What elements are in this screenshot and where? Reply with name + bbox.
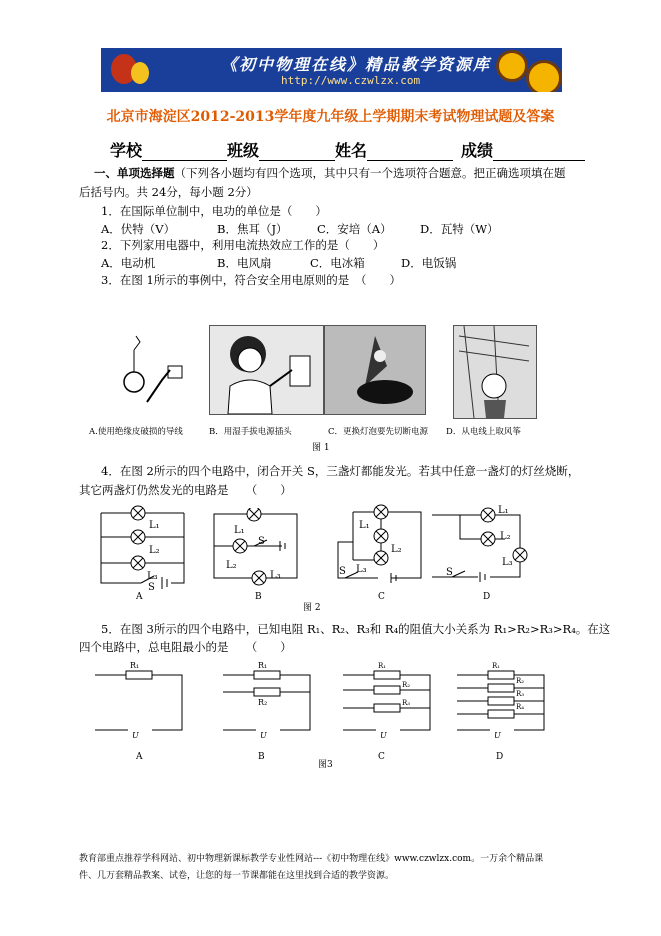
footer-line1: 教育部重点推荐学科网站、初中物理新课标教学专业性网站---《初中物理在线》www.czwlzx.com。一万余个精品课 — [79, 854, 544, 864]
circuit-a — [96, 505, 191, 590]
circuit-label-b: B — [255, 592, 262, 602]
footer-line2: 件、几万套精品教案、试卷，让您的每一节课都能在这里找到合适的教学资源。 — [79, 871, 395, 881]
svg-text:L₁: L₁ — [149, 520, 160, 531]
figure1-a-bulb-illustration — [112, 330, 192, 410]
svg-text:R₂: R₂ — [258, 698, 268, 707]
figure2-label: 图 2 — [303, 603, 321, 613]
svg-text:L₁: L₁ — [498, 505, 509, 516]
q1-stem: 1．在国际单位制中，电功的单位是（ ） — [101, 204, 327, 218]
svg-text:S: S — [258, 536, 265, 547]
svg-text:L₁: L₁ — [234, 525, 245, 536]
svg-text:R₁: R₁ — [492, 662, 501, 670]
svg-text:U: U — [260, 731, 267, 740]
svg-text:U: U — [380, 731, 387, 740]
resistor-circuit-a — [90, 660, 190, 740]
svg-text:U: U — [494, 731, 501, 740]
svg-text:S: S — [148, 582, 155, 590]
q3-stem: 3．在图 1所示的事例中，符合安全用电原则的是 （ ） — [101, 273, 402, 287]
circuit-label-a: A — [136, 592, 143, 602]
svg-text:L₃: L₃ — [270, 570, 281, 581]
school-blank — [142, 144, 227, 161]
q1-option-a: A．伏特（V） — [101, 222, 176, 236]
resistor-circuit-b — [218, 660, 318, 740]
circuit-d — [430, 505, 530, 585]
figure1-caption-d: D．从电线上取风筝 — [446, 427, 521, 437]
svg-text:L₂: L₂ — [149, 545, 160, 556]
class-blank — [259, 144, 335, 161]
svg-text:R₁: R₁ — [258, 661, 268, 670]
document-title: 北京市海淀区2012-2013学年度九年级上学期期末考试物理试题及答案 — [106, 109, 555, 125]
q1-option-d: D．瓦特（W） — [420, 222, 499, 236]
circuit-label-d: D — [483, 592, 491, 602]
figure1-d-illustration — [453, 325, 537, 419]
resistor-label-a: A — [136, 752, 143, 762]
figure1-caption-b: B．用湿手拔电源插头 — [209, 427, 292, 437]
svg-text:R₂: R₂ — [402, 681, 411, 689]
section-intro-line2: 后括号内。共 24分，每小题 2分） — [79, 185, 258, 199]
svg-text:S: S — [446, 567, 453, 578]
circuit-b — [212, 508, 304, 588]
q4-stem-line1: 4．在图 2所示的四个电路中，闭合开关 S，三盏灯都能发光。若其中任意一盏灯的灯丝烧断， — [101, 464, 580, 478]
resistor-circuit-d — [452, 660, 552, 740]
q5-stem-line1: 5．在图 3所示的四个电路中，已知电阻 R₁、R₂、R₃和 R₄的阻值大小关系为 R₁>R₂>R₃>R₄。在这 — [101, 622, 611, 636]
resistor-label-c: C — [378, 752, 385, 762]
figure1-caption-c: C．更换灯泡要先切断电源 — [328, 427, 429, 437]
student-info-line — [110, 138, 585, 161]
section-intro — [94, 165, 566, 181]
footer — [79, 851, 543, 885]
figure3-label: 图3 — [318, 760, 333, 770]
q2-option-d: D．电饭锅 — [401, 256, 457, 270]
sunflower-icon — [526, 60, 562, 92]
svg-text:R₁: R₁ — [378, 662, 387, 670]
figure1-caption-a: A.使用绝缘皮破损的导线 — [89, 427, 183, 437]
circuit-label-c: C — [378, 592, 385, 602]
banner — [101, 48, 562, 92]
q2-option-a: A．电动机 — [101, 256, 156, 270]
svg-text:S: S — [339, 566, 346, 577]
banner-url: http://www.czwlzx.com — [281, 74, 421, 87]
resistor-label-b: B — [258, 752, 265, 762]
logo-accent-icon — [131, 62, 149, 84]
svg-text:L₃: L₃ — [356, 564, 367, 575]
svg-text:L₁: L₁ — [359, 520, 370, 531]
svg-text:L₂: L₂ — [226, 560, 237, 571]
score-blank — [493, 144, 585, 161]
name-label: 姓名 — [335, 141, 368, 160]
svg-text:R₄: R₄ — [516, 703, 525, 711]
school-label: 学校 — [110, 141, 143, 160]
resistor-circuit-c — [338, 660, 438, 740]
resistor-label-d: D — [496, 752, 504, 762]
q1-option-b: B．焦耳（J） — [217, 222, 288, 236]
svg-text:R₂: R₂ — [516, 677, 525, 685]
sunflower-icon — [496, 50, 528, 82]
score-label: 成绩 — [461, 141, 494, 160]
svg-text:R₁: R₁ — [130, 661, 140, 670]
q2-option-c: C．电冰箱 — [310, 256, 365, 270]
svg-text:R₃: R₃ — [516, 690, 525, 698]
svg-text:L₂: L₂ — [500, 531, 511, 542]
svg-text:R₃: R₃ — [402, 699, 411, 707]
q1-option-c: C．安培（A） — [317, 222, 392, 236]
svg-text:L₂: L₂ — [391, 544, 402, 555]
svg-text:L₃: L₃ — [147, 571, 158, 582]
q2-option-b: B．电风扇 — [217, 256, 272, 270]
svg-text:U: U — [132, 731, 139, 740]
figure1-c-photo — [324, 325, 426, 415]
name-blank — [367, 144, 453, 161]
q4-stem-line2: 其它两盏灯仍然发光的电路是 （ ） — [79, 483, 292, 497]
q5-stem-line2: 四个电路中，总电阻最小的是 （ ） — [79, 640, 292, 654]
section-heading: 一、单项选择题 — [94, 166, 175, 180]
class-label: 班级 — [227, 141, 260, 160]
svg-text:L₃: L₃ — [502, 557, 513, 568]
figure1-label: 图 1 — [312, 443, 330, 453]
section-intro-text: （下列各小题均有四个选项，其中只有一个选项符合题意。把正确选项填在题 — [174, 166, 566, 180]
banner-title: 《初中物理在线》精品教学资源库 — [221, 55, 492, 74]
q2-stem: 2．下列家用电器中，利用电流热效应工作的是（ ） — [101, 238, 385, 252]
circuit-c — [333, 502, 428, 587]
figure1-b-illustration — [209, 325, 324, 415]
